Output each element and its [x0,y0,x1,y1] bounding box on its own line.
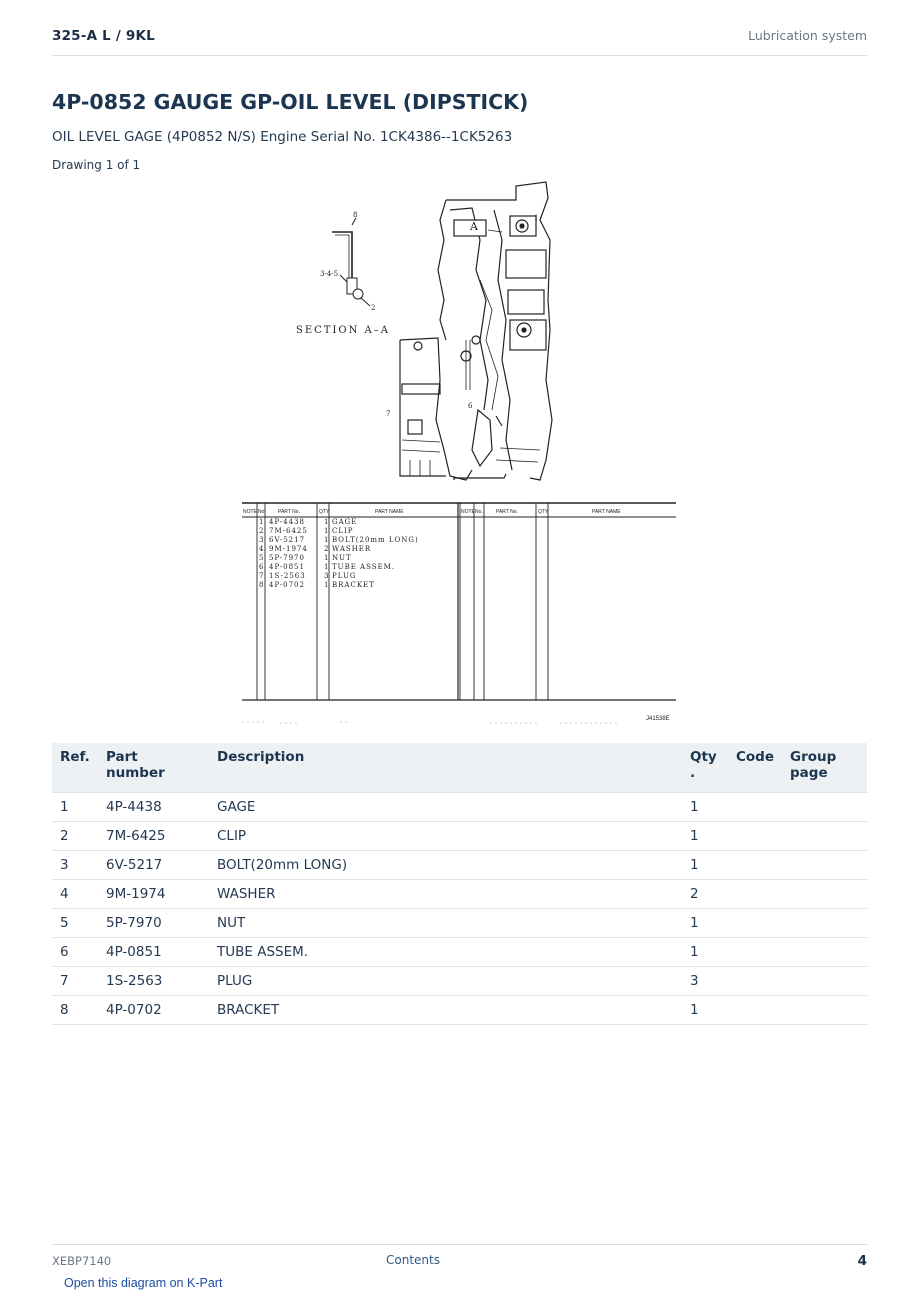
drawing-row-name: TUBE ASSEM. [332,563,396,571]
drawing-row-qty: 2 [324,545,330,553]
drawing-row-qty: 3 [324,572,330,580]
column-group-page[interactable]: Group page [782,743,867,792]
cell-part-number: 7M-6425 [98,821,209,850]
drawing-table-header-part-no-2: PART No. [496,509,518,515]
cell-ref: 7 [52,966,98,995]
cell-ref: 3 [52,850,98,879]
callout-1: 1 [534,214,539,222]
page-footer [52,1244,867,1274]
drawing-row-name: CLIP [332,527,354,535]
cell-code [728,792,782,821]
cell-group-page [782,937,867,966]
drawing-row-qty: 1 [324,536,330,544]
drawing-table-header-part-no: PART No. [278,509,300,515]
cell-part-number: 9M-1974 [98,879,209,908]
table-row[interactable] [52,879,867,908]
drawing-row-name: WASHER [332,545,372,553]
drawing-row-part: 7M-6425 [269,527,308,535]
drawing-row-name: PLUG [332,572,357,580]
cell-qty: 1 [682,821,728,850]
diagram-drawing [240,180,680,728]
cell-code [728,821,782,850]
cell-description: CLIP [209,821,682,850]
drawing-row-part: 4P-0851 [269,563,305,571]
table-row[interactable] [52,908,867,937]
drawing-table-header-no-2: No. [475,509,483,515]
callout-7: 7 [386,410,391,418]
drawing-row-no: 5 [259,554,265,562]
drawing-row-qty: 1 [324,581,330,589]
drawing-row-name: GAGE [332,518,358,526]
section-marker-a: A [470,220,478,233]
parts-table [52,743,867,1025]
column-ref[interactable]: Ref. [52,743,98,792]
callout-3-4-5: 3-4-5 [320,270,339,278]
table-row[interactable] [52,937,867,966]
drawing-row-part: 9M-1974 [269,545,308,553]
cell-part-number: 4P-0851 [98,937,209,966]
cell-code [728,995,782,1024]
drawing-row-part: 4P-0702 [269,581,305,589]
table-row[interactable] [52,792,867,821]
callout-6: 6 [468,402,473,410]
contents-link[interactable]: Contents [386,1253,440,1267]
cell-group-page [782,966,867,995]
callout-2: 2 [371,304,376,312]
cell-part-number: 4P-4438 [98,792,209,821]
drawing-table-header-part-name-2: PART NAME [592,509,621,515]
cell-qty: 1 [682,937,728,966]
cell-ref: 8 [52,995,98,1024]
cell-qty: 1 [682,995,728,1024]
table-row[interactable] [52,995,867,1024]
column-code[interactable]: Code [728,743,782,792]
page-number: 4 [857,1253,867,1269]
cell-group-page [782,850,867,879]
model-label: 325-A L / 9KL [52,28,155,44]
cell-description: BOLT(20mm LONG) [209,850,682,879]
drawing-row-no: 8 [259,581,265,589]
drawing-row-no: 7 [259,572,265,580]
cell-group-page [782,792,867,821]
cell-description: TUBE ASSEM. [209,937,682,966]
table-row[interactable] [52,850,867,879]
document-id: XEBP7140 [52,1254,112,1268]
cell-description: NUT [209,908,682,937]
cell-part-number: 4P-0702 [98,995,209,1024]
cell-qty: 3 [682,966,728,995]
drawing-row-no: 4 [259,545,265,553]
column-part-number[interactable]: Part number [98,743,209,792]
parts-diagram[interactable] [240,180,680,728]
drawing-count: Drawing 1 of 1 [52,158,141,172]
parts-table-header [52,743,867,792]
section-label: SECTION A–A [296,325,390,336]
cell-group-page [782,821,867,850]
cell-description: BRACKET [209,995,682,1024]
cell-code [728,879,782,908]
drawing-row-name: BRACKET [332,581,375,589]
drawing-table-header-part-name: PART NAME [375,509,404,515]
cell-group-page [782,908,867,937]
drawing-row-name: BOLT(20mm LONG) [332,536,419,544]
cell-part-number: 1S-2563 [98,966,209,995]
drawing-table-header-qty-2: QTY [538,509,549,515]
page-header [52,28,867,56]
cell-code [728,937,782,966]
cell-ref: 4 [52,879,98,908]
cell-group-page [782,879,867,908]
column-description[interactable]: Description [209,743,682,792]
drawing-table-header-note: NOTE [243,509,257,515]
cell-part-number: 6V-5217 [98,850,209,879]
drawing-row-part: 6V-5217 [269,536,306,544]
cell-ref: 5 [52,908,98,937]
drawing-row-qty: 1 [324,527,330,535]
cell-code [728,966,782,995]
page-subtitle: OIL LEVEL GAGE (4P0852 N/S) Engine Serial No. 1CK4386--1CK5263 [52,129,513,145]
drawing-row-part: 4P-4438 [269,518,305,526]
drawing-row-qty: 1 [324,518,330,526]
table-row[interactable] [52,821,867,850]
open-kpart-link[interactable]: Open this diagram on K-Part [64,1276,223,1290]
cell-description: PLUG [209,966,682,995]
cell-description: GAGE [209,792,682,821]
drawing-row-name: NUT [332,554,352,562]
drawing-table-header-qty: QTY [319,509,330,515]
cell-part-number: 5P-7970 [98,908,209,937]
cell-qty: 2 [682,879,728,908]
drawing-table-header-note-2: NOTE [461,509,475,515]
cell-ref: 2 [52,821,98,850]
drawing-row-qty: 1 [324,563,330,571]
drawing-row-no: 1 [259,518,265,526]
drawing-table-header-no: No. [258,509,266,515]
cell-qty: 1 [682,792,728,821]
callout-8: 8 [353,211,358,219]
drawing-row-part: 5P-7970 [269,554,305,562]
cell-code [728,908,782,937]
cell-ref: 6 [52,937,98,966]
dipstick-detail [332,218,370,306]
cell-qty: 1 [682,908,728,937]
page-title: 4P-0852 GAUGE GP-OIL LEVEL (DIPSTICK) [52,90,529,114]
cell-code [728,850,782,879]
cell-description: WASHER [209,879,682,908]
drawing-row-qty: 1 [324,554,330,562]
cell-ref: 1 [52,792,98,821]
table-row[interactable] [52,966,867,995]
section-name: Lubrication system [748,28,867,43]
drawing-row-no: 2 [259,527,265,535]
drawing-row-part: 1S-2563 [269,572,306,580]
drawing-row-no: 3 [259,536,265,544]
cell-qty: 1 [682,850,728,879]
drawing-row-no: 6 [259,563,265,571]
cell-group-page [782,995,867,1024]
column-qty[interactable]: Qty . [682,743,728,792]
drawing-id: J41538E [646,716,670,722]
